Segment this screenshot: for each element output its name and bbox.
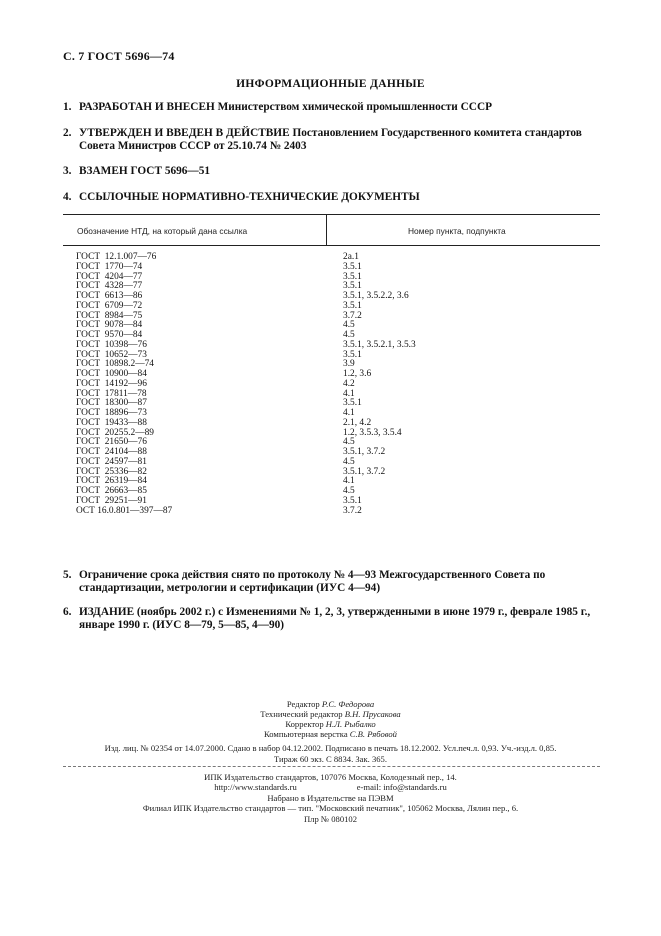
- table-row: [63, 312, 600, 322]
- document-designation: ГОСТ 10900—84: [76, 369, 147, 379]
- document-designation: ГОСТ 6709—72: [76, 300, 143, 311]
- clause-numbers: 4.1: [343, 476, 355, 487]
- table-body: [63, 253, 600, 516]
- credit-name: В.Н. Прусакова: [344, 709, 401, 719]
- clause-numbers: 3.7.2: [343, 505, 362, 516]
- credit-editor: [0, 699, 661, 709]
- document-designation: ГОСТ 19433—88: [76, 417, 147, 428]
- table-header-rule: [63, 245, 600, 246]
- dashed-divider: [63, 766, 600, 767]
- clause-numbers: 3.5.1, 3.7.2: [343, 447, 386, 457]
- document-designation: ГОСТ 6613—86: [76, 291, 143, 301]
- table-row: [63, 321, 600, 331]
- table-row: [63, 273, 600, 283]
- clause-numbers: 3.5.1: [343, 300, 362, 311]
- table-row: [63, 263, 600, 273]
- printing-branch: Филиал ИПК Издательство стандартов — тип. "Московский печатник", 105062 Москва, Лялин пер., 6.: [142, 803, 519, 814]
- document-designation: ГОСТ 26319—84: [76, 476, 147, 487]
- document-designation: ГОСТ 4328—77: [76, 281, 143, 292]
- print-info-line: Тираж 60 экз. С 8834. Зак. 365.: [273, 754, 387, 764]
- email-text: e-mail: info@standards.ru: [356, 782, 447, 793]
- clause-numbers: 4.5: [343, 437, 355, 448]
- credit-layout: [0, 729, 661, 739]
- clause-numbers: 3.9: [343, 359, 355, 370]
- column-divider: [326, 215, 327, 245]
- info-item-1: [63, 101, 603, 114]
- item-text: РАЗРАБОТАН И ВНЕСЕН Министерством химической промышленности СССР: [79, 101, 492, 113]
- info-item-2: [63, 127, 603, 153]
- clause-numbers: 4.5: [343, 486, 355, 496]
- document-designation: ГОСТ 18896—73: [76, 408, 147, 418]
- document-designation: ГОСТ 9570—84: [76, 330, 143, 340]
- item-text: ВЗАМЕН ГОСТ 5696—51: [79, 165, 211, 177]
- table-row: [63, 507, 600, 517]
- item-number: 5.: [63, 569, 72, 581]
- credit-role: Корректор: [285, 719, 324, 729]
- document-designation: ГОСТ 10398—76: [76, 339, 147, 350]
- document-designation: ГОСТ 12.1.007—76: [76, 252, 157, 262]
- clause-numbers: 3.7.2: [343, 310, 362, 321]
- table-header: [63, 215, 600, 245]
- column-header-clause: Номер пункта, подпункта: [408, 226, 506, 236]
- website-text: http://www.standards.ru: [214, 782, 297, 793]
- document-designation: ГОСТ 4204—77: [76, 271, 143, 282]
- license-number: Плр № 080102: [303, 813, 358, 824]
- credit-role: Технический редактор: [260, 709, 343, 719]
- document-designation: ГОСТ 24597—81: [76, 456, 147, 467]
- document-designation: ГОСТ 14192—96: [76, 378, 147, 389]
- clause-numbers: 4.5: [343, 320, 355, 331]
- document-designation: ГОСТ 25336—82: [76, 466, 147, 477]
- table-row: [63, 253, 600, 263]
- clause-numbers: 4.2: [343, 378, 355, 389]
- document-designation: ГОСТ 20255.2—89: [76, 427, 154, 438]
- info-item-4: [63, 191, 603, 204]
- publisher-contacts: [0, 782, 661, 792]
- references-table: [63, 214, 600, 516]
- table-row: [63, 282, 600, 292]
- document-designation: ГОСТ 1770—74: [76, 261, 143, 272]
- clause-numbers: 3.5.1: [343, 495, 362, 506]
- document-designation: ГОСТ 21650—76: [76, 437, 147, 448]
- info-item-3: [63, 165, 603, 178]
- item-number: 6.: [63, 606, 72, 618]
- print-info-line: Изд. лиц. № 02354 от 14.07.2000. Сдано в набор 04.12.2002. Подписано в печать 18.12.2002. Усл.печ.л. 0,93. Уч.-изд.л. 0,85.: [104, 743, 557, 753]
- item-number: 4.: [63, 191, 72, 203]
- clause-numbers: 3.5.1: [343, 398, 362, 409]
- typeset-note: Набрано в Издательстве на ПЭВМ: [267, 792, 394, 803]
- document-designation: ГОСТ 10652—73: [76, 349, 147, 360]
- document-designation: ГОСТ 24104—88: [76, 447, 147, 457]
- clause-numbers: 4.1: [343, 388, 355, 399]
- item-text: УТВЕРЖДЕН И ВВЕДЕН В ДЕЙСТВИЕ Постановлением Государственного комитета стандартов Совета Министров СССР от 25.10.74 № 2403: [79, 127, 582, 152]
- clause-numbers: 4.1: [343, 408, 355, 418]
- item-number: 2.: [63, 127, 72, 139]
- document-designation: ГОСТ 18300—87: [76, 398, 147, 409]
- clause-numbers: 3.5.1: [343, 349, 362, 360]
- clause-numbers: 1.2, 3.6: [343, 369, 372, 379]
- clause-numbers: 3.5.1, 3.7.2: [343, 466, 386, 477]
- credit-tech-editor: [0, 709, 661, 719]
- credit-name: С.В. Рябовой: [349, 729, 397, 739]
- clause-numbers: 4.5: [343, 456, 355, 467]
- clause-numbers: 3.5.1: [343, 281, 362, 292]
- print-info: [0, 743, 661, 765]
- item-text: ССЫЛОЧНЫЕ НОРМАТИВНО-ТЕХНИЧЕСКИЕ ДОКУМЕНТЫ: [79, 191, 420, 203]
- clause-numbers: 2а.1: [343, 252, 359, 262]
- clause-numbers: 3.5.1: [343, 271, 362, 282]
- item-text: Ограничение срока действия снято по протоколу № 4—93 Межгосударственного Совета по стандартизации, метрологии и сертификации (ИУС 4—94): [79, 569, 546, 594]
- info-item-5: [63, 569, 603, 595]
- item-text: ИЗДАНИЕ (ноябрь 2002 г.) с Изменениями № 1, 2, 3, утвержденными в июне 1979 г., феврале 1985 г., январе 1990 г. (ИУС 8—79, 5—85, 4—90): [79, 606, 591, 631]
- clause-numbers: 4.5: [343, 330, 355, 340]
- clause-numbers: 2.1, 4.2: [343, 417, 372, 428]
- item-number: 3.: [63, 165, 72, 177]
- clause-numbers: 3.5.1, 3.5.2.1, 3.5.3: [343, 339, 416, 350]
- column-header-document: Обозначение НТД, на который дана ссылка: [77, 226, 248, 236]
- document-designation: ГОСТ 26663—85: [76, 486, 147, 496]
- credit-name: Р.С. Федорова: [321, 699, 375, 709]
- document-designation: ГОСТ 8984—75: [76, 310, 143, 321]
- document-designation: ГОСТ 17811—78: [76, 388, 147, 399]
- document-designation: ГОСТ 29251—91: [76, 495, 147, 506]
- publisher-address: ИПК Издательство стандартов, 107076 Москва, Колодезный пер., 14.: [204, 772, 457, 782]
- info-item-6: [63, 606, 603, 632]
- credit-role: Компьютерная верстка: [264, 729, 348, 739]
- document-designation: ОСТ 16.0.801—397—87: [76, 505, 173, 516]
- credit-role: Редактор: [286, 699, 320, 709]
- item-number: 1.: [63, 101, 72, 113]
- document-designation: ГОСТ 9078—84: [76, 320, 143, 331]
- credits-block: [0, 699, 661, 739]
- clause-numbers: 3.5.1: [343, 261, 362, 272]
- publisher-block: [0, 772, 661, 824]
- credit-name: Н.Л. Рыбалко: [325, 719, 376, 729]
- page-header: С. 7 ГОСТ 5696—74: [63, 49, 175, 63]
- clause-numbers: 3.5.1, 3.5.2.2, 3.6: [343, 291, 409, 301]
- section-title: ИНФОРМАЦИОННЫЕ ДАННЫЕ: [236, 78, 425, 90]
- table-row: [63, 302, 600, 312]
- clause-numbers: 1.2, 3.5.3, 3.5.4: [343, 427, 402, 438]
- table-row: [63, 292, 600, 302]
- document-designation: ГОСТ 10898.2—74: [76, 359, 154, 370]
- credit-proofreader: [0, 719, 661, 729]
